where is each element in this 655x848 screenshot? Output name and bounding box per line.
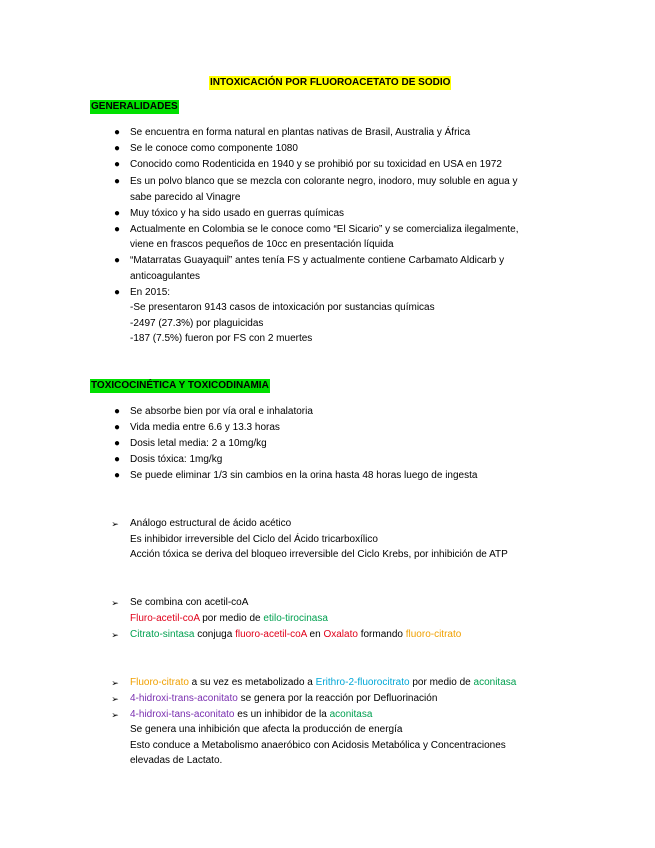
term-fluoro-acetil-coa: fluoro-acetil-coA bbox=[235, 629, 307, 640]
bullet-icon: ● bbox=[113, 406, 121, 417]
arrow-bullet-icon: ➢ bbox=[111, 710, 119, 720]
mechanism-line bbox=[130, 628, 461, 642]
bullet-icon: ● bbox=[113, 208, 121, 219]
list-item-continuation: sabe parecido al Vinagre bbox=[130, 192, 241, 203]
bullet-icon: ● bbox=[113, 438, 121, 449]
connector-text: en bbox=[306, 629, 324, 640]
list-item: Se puede eliminar 1/3 sin cambios en la orina hasta 48 horas luego de ingesta bbox=[130, 470, 478, 481]
list-item: Actualmente en Colombia se le conoce como “El Sicario” y se comercializa ilegalmente, bbox=[130, 224, 519, 235]
connector-text: conjuga bbox=[194, 629, 236, 640]
term-citrato-sintasa: Citrato-sintasa bbox=[130, 629, 195, 640]
connector-text: por medio de bbox=[199, 613, 264, 624]
list-item: Dosis tóxica: 1mg/kg bbox=[130, 454, 223, 465]
term-erithro-fluorocitrato: Erithro-2-fluorocitrato bbox=[315, 677, 410, 688]
list-item-continuation: -187 (7.5%) fueron por FS con 2 muertes bbox=[130, 333, 313, 344]
bullet-icon: ● bbox=[113, 255, 121, 266]
mechanism-line bbox=[130, 676, 516, 690]
connector-text: por medio de bbox=[409, 677, 474, 688]
bullet-icon: ● bbox=[113, 143, 121, 154]
bullet-icon: ● bbox=[113, 287, 121, 298]
list-item: Dosis letal media: 2 a 10mg/kg bbox=[130, 438, 267, 449]
term-hidroxi-tans-aconitato: 4-hidroxi-tans-aconitato bbox=[130, 709, 235, 720]
list-item: Se absorbe bien por vía oral e inhalatoria bbox=[130, 406, 313, 417]
bullet-icon: ● bbox=[113, 422, 121, 433]
connector-text: es un inhibidor de la bbox=[234, 709, 330, 720]
bullet-icon: ● bbox=[113, 176, 121, 187]
term-etilo-tirocinasa: etilo-tirocinasa bbox=[263, 613, 328, 624]
term-fluro-acetil-coa: Fluro-acetil-coA bbox=[130, 613, 200, 624]
mechanism-line: elevadas de Lactato. bbox=[130, 755, 223, 766]
term-fluoro-citrato: fluoro-citrato bbox=[405, 629, 462, 640]
list-item-continuation: anticoagulantes bbox=[130, 271, 201, 282]
mechanism-line: Es inhibidor irreversible del Ciclo del Ácido tricarboxílico bbox=[130, 534, 378, 545]
arrow-bullet-icon: ➢ bbox=[111, 519, 119, 529]
list-item: Conocido como Rodenticida en 1940 y se prohibió por su toxicidad en USA en 1972 bbox=[130, 159, 502, 170]
mechanism-line bbox=[130, 692, 437, 706]
bullet-icon: ● bbox=[113, 159, 121, 170]
list-item: Se encuentra en forma natural en plantas nativas de Brasil, Australia y África bbox=[130, 127, 471, 138]
connector-text: se genera por la reacción por Defluorinación bbox=[237, 693, 438, 704]
term-oxalato: Oxalato bbox=[323, 629, 358, 640]
arrow-bullet-icon: ➢ bbox=[111, 694, 119, 704]
mechanism-line: Se combina con acetil-coA bbox=[130, 597, 249, 608]
mechanism-line: Análogo estructural de ácido acético bbox=[130, 518, 292, 529]
bullet-icon: ● bbox=[113, 454, 121, 465]
mechanism-line: Esto conduce a Metabolismo anaeróbico con Acidosis Metabólica y Concentraciones bbox=[130, 740, 506, 751]
term-fluoro-citrato: Fluoro-citrato bbox=[130, 677, 189, 688]
term-aconitasa: aconitasa bbox=[473, 677, 517, 688]
term-aconitasa: aconitasa bbox=[329, 709, 373, 720]
arrow-bullet-icon: ➢ bbox=[111, 630, 119, 640]
list-item: En 2015: bbox=[130, 287, 171, 298]
heading-generalidades: GENERALIDADES bbox=[91, 101, 178, 112]
list-item: Es un polvo blanco que se mezcla con colorante negro, inodoro, muy soluble en agua y bbox=[130, 176, 518, 187]
bullet-icon: ● bbox=[113, 470, 121, 481]
list-item: Se le conoce como componente 1080 bbox=[130, 143, 298, 154]
list-item: Muy tóxico y ha sido usado en guerras químicas bbox=[130, 208, 344, 219]
list-item-continuation: viene en frascos pequeños de 10cc en presentación líquida bbox=[130, 239, 394, 250]
bullet-icon: ● bbox=[113, 127, 121, 138]
arrow-bullet-icon: ➢ bbox=[111, 678, 119, 688]
list-item: Vida media entre 6.6 y 13.3 horas bbox=[130, 422, 280, 433]
bullet-icon: ● bbox=[113, 224, 121, 235]
list-item-continuation: -Se presentaron 9143 casos de intoxicación por sustancias químicas bbox=[130, 302, 435, 313]
mechanism-line bbox=[130, 612, 328, 626]
document-title: INTOXICACIÓN POR FLUOROACETATO DE SODIO bbox=[210, 77, 451, 88]
connector-text: formando bbox=[357, 629, 406, 640]
arrow-bullet-icon: ➢ bbox=[111, 598, 119, 608]
term-hidroxi-trans-aconitato: 4-hidroxi-trans-aconitato bbox=[130, 693, 238, 704]
mechanism-line: Se genera una inhibición que afecta la producción de energía bbox=[130, 724, 403, 735]
list-item: “Matarratas Guayaquil” antes tenía FS y actualmente contiene Carbamato Aldicarb y bbox=[130, 255, 505, 266]
mechanism-line: Acción tóxica se deriva del bloqueo irreversible del Ciclo Krebs, por inhibición de ATP bbox=[130, 549, 508, 560]
heading-toxicocinetica: TOXICOCINÉTICA Y TOXICODINAMIA bbox=[91, 380, 269, 391]
connector-text: a su vez es metabolizado a bbox=[188, 677, 316, 688]
list-item-continuation: -2497 (27.3%) por plaguicidas bbox=[130, 318, 264, 329]
mechanism-line bbox=[130, 708, 372, 722]
